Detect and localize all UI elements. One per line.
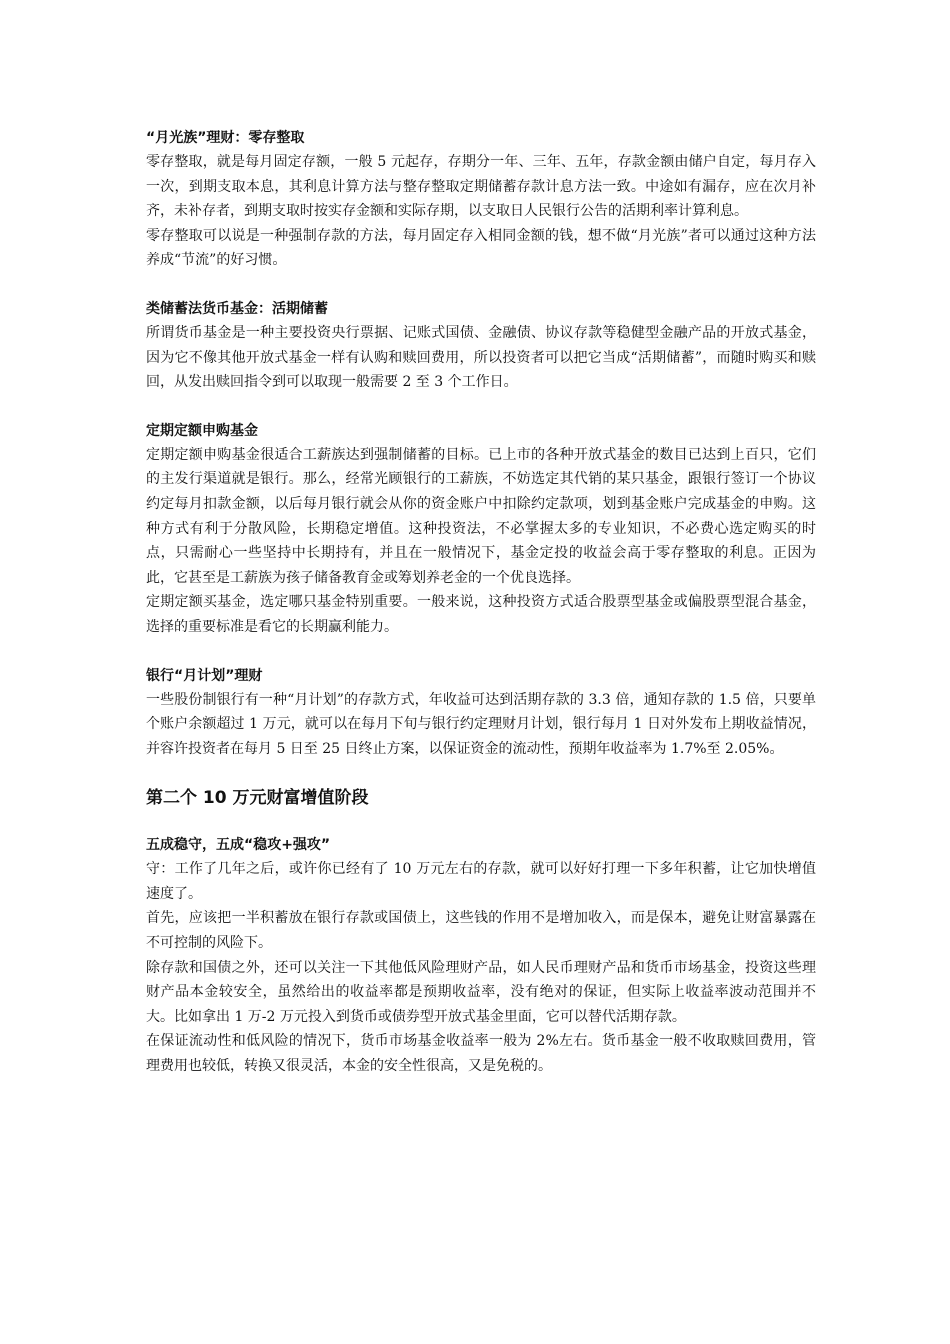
section-heading: 定期定额申购基金 [146, 422, 258, 439]
section-zero-deposit [146, 126, 816, 273]
section-half-defense [146, 833, 816, 1078]
section-heading: “月光族”理财：零存整取 [146, 130, 305, 146]
paragraph: 守：工作了几年之后，或许你已经有了 10 万元左右的存款，就可以好好打理一下多年积蓄，让它加快增值速度了。 [146, 861, 816, 902]
paragraph: 首先，应该把一半积蓄放在银行存款或国债上，这些钱的作用不是增加收入，而是保本，避免让财富暴露在不可控制的风险下。 [146, 910, 816, 952]
section-heading: 五成稳守，五成“稳攻+强攻” [146, 837, 331, 854]
section-money-fund [146, 297, 816, 395]
section-heading: 类储蓄法货币基金：活期储蓄 [146, 300, 328, 317]
paragraph: 零存整取可以说是一种强制存款的方法，每月固定存入相同金额的钱，想不做“月光族”者可以通过这种方法养成“节流”的好习惯。 [146, 227, 816, 269]
paragraph: 一些股份制银行有一种“月计划”的存款方式，年收益可达到活期存款的 3.3 倍，通知存款的 1.5 倍，只要单个账户余额超过 1 万元，就可以在每月下旬与银行约定理财月计划，银行每月 1 日对外发布上期收益情况，并容许投资者在每月 5 日至 25 日终止方案，以保证资金的流动性，预期年收益率为 1.7%至 2.05%。 [146, 691, 816, 757]
paragraph: 零存整取，就是每月固定存额，一般 5 元起存，存期分一年、三年、五年，存款金额由储户自定，每月存入一次，到期支取本息，其利息计算方法与整存整取定期储蓄存款计息方法一致。中途如有漏存，应在次月补齐，未补存者，到期支取时按实存金额和实际存期，以支取日人民银行公告的活期利率计算利息。 [146, 154, 816, 220]
paragraph: 在保证流动性和低风险的情况下，货币市场基金收益率一般为 2%左右。货币基金一般不收取赎回费用，管理费用也较低，转换又很灵活，本金的安全性很高，又是免税的。 [146, 1033, 816, 1075]
section-monthly-plan [146, 664, 816, 762]
stage-heading: 第二个 10 万元财富增值阶段 [146, 788, 369, 809]
section-fixed-fund [146, 419, 816, 640]
paragraph: 除存款和国债之外，还可以关注一下其他低风险理财产品，如人民币理财产品和货币市场基金，投资这些理财产品本金较安全，虽然给出的收益率都是预期收益率，没有绝对的保证，但实际上收益率波动范围并不大。比如拿出 1 万-2 万元投入到货币或债券型开放式基金里面，它可以替代活期存款。 [146, 959, 816, 1025]
document-page [146, 126, 816, 1103]
paragraph: 定期定额买基金，选定哪只基金特别重要。一般来说，这种投资方式适合股票型基金或偏股票型混合基金，选择的重要标准是看它的长期赢利能力。 [146, 594, 816, 635]
paragraph: 所谓货币基金是一种主要投资央行票据、记账式国债、金融债、协议存款等稳健型金融产品的开放式基金，因为它不像其他开放式基金一样有认购和赎回费用，所以投资者可以把它当成“活期储蓄”，而随时购买和赎回，从发出赎回指令到可以取现一般需要 2 至 3 个工作日。 [146, 324, 816, 391]
paragraph: 定期定额申购基金很适合工薪族达到强制储蓄的目标。已上市的各种开放式基金的数目已达到上百只，它们的主发行渠道就是银行。那么，经常光顾银行的工薪族，不妨选定其代销的某只基金，跟银行签订一个协议约定每月扣款金额，以后每月银行就会从你的资金账户中扣除约定款项，划到基金账户完成基金的申购。这种方式有利于分散风险，长期稳定增值。这种投资法，不必掌握太多的专业知识，不必费心选定购买的时点，只需耐心一些坚持中长期持有，并且在一般情况下，基金定投的收益会高于零存整取的利息。正因为此，它甚至是工薪族为孩子储备教育金或筹划养老金的一个优良选择。 [146, 446, 816, 586]
section-heading: 银行“月计划”理财 [146, 667, 263, 684]
